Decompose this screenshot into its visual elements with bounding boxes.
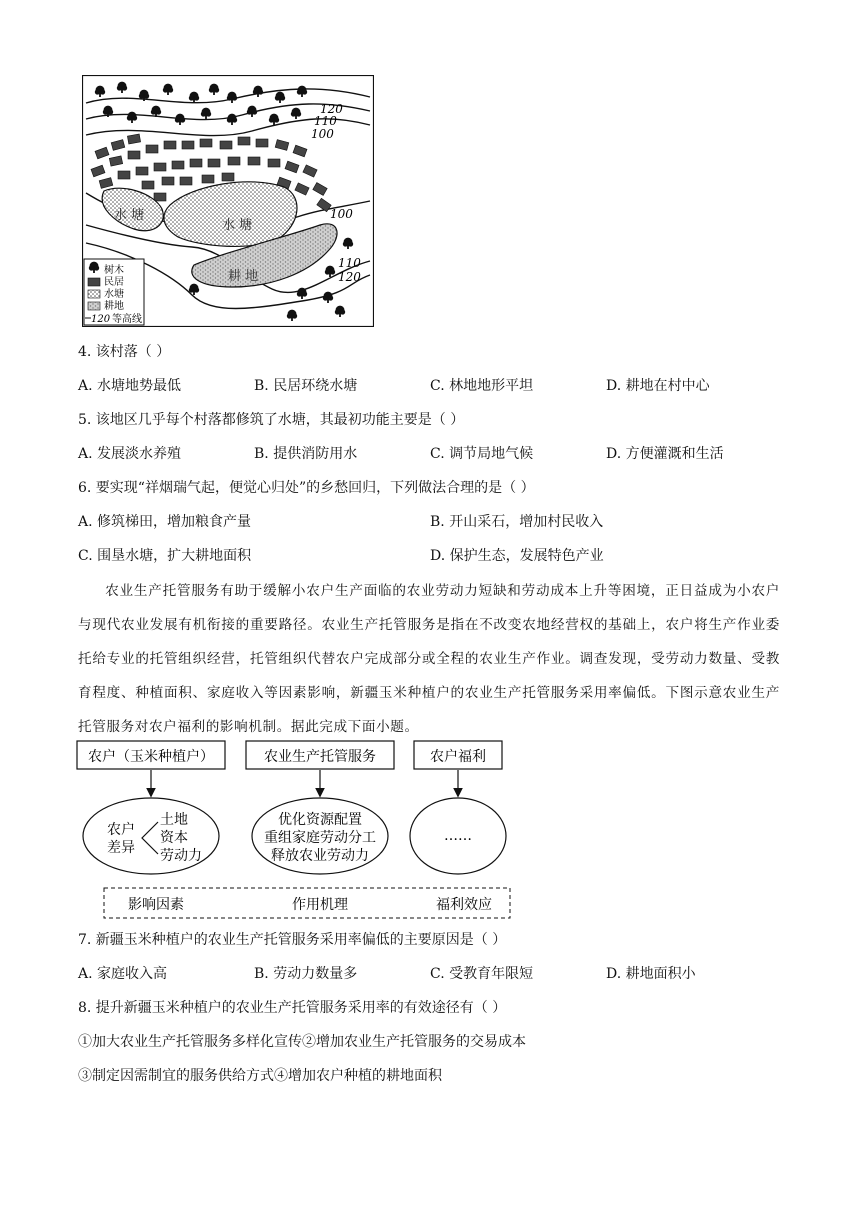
- q5-option-c[interactable]: C. 调节局地气候: [430, 446, 534, 462]
- bottom-factors: 影响因素: [128, 897, 184, 913]
- village-contour-map: [82, 75, 374, 327]
- legend-contour: 等高线: [112, 314, 142, 325]
- q4-option-a[interactable]: A. 水塘地势最低: [78, 378, 182, 394]
- box-trusteeship-service: 农业生产托管服务: [264, 749, 376, 765]
- reading-passage: [78, 574, 780, 744]
- q4-stem: 4. 该村落（ ）: [78, 344, 171, 360]
- q5-option-a[interactable]: A. 发展淡水养殖: [78, 446, 182, 462]
- contour-label-100-right: 100: [330, 207, 353, 221]
- q7-option-a[interactable]: A. 家庭收入高: [78, 966, 168, 982]
- box-farmer: 农户（玉米种植户）: [88, 749, 214, 765]
- oval1-left-line1: 农户: [107, 822, 135, 838]
- contour-label-110-top: 110: [314, 114, 337, 128]
- q5-option-b[interactable]: B. 提供消防用水: [254, 446, 358, 462]
- q8-items-line1: ①加大农业生产托管服务多样化宣传②增加农业生产托管服务的交易成本: [78, 1034, 526, 1050]
- legend-farmland: 耕地: [104, 301, 124, 312]
- q7-option-d[interactable]: D. 耕地面积小: [606, 966, 696, 982]
- q8-stem: 8. 提升新疆玉米种植户的农业生产托管服务采用率的有效途径有（ ）: [78, 1000, 507, 1016]
- farmland-label: 耕 地: [228, 269, 259, 284]
- q6-option-b[interactable]: B. 开山采石，增加村民收入: [430, 514, 604, 530]
- q6-option-c[interactable]: C. 围垦水塘，扩大耕地面积: [78, 548, 252, 564]
- oval1-left-line2: 差异: [107, 840, 135, 856]
- q7-stem: 7. 新疆玉米种植户的农业生产托管服务采用率偏低的主要原因是（ ）: [78, 932, 507, 948]
- contour-label-120-top: 120: [320, 102, 343, 116]
- q6-stem: 6. 要实现“祥烟瑞气起，便觉心归处”的乡愁回归，下列做法合理的是（ ）: [78, 480, 535, 496]
- q4-option-c[interactable]: C. 林地地形平坦: [430, 378, 534, 394]
- q7-option-b[interactable]: B. 劳动力数量多: [254, 966, 358, 982]
- oval2-line3: 释放农业劳动力: [271, 848, 369, 864]
- contour-label-100-top: 100: [311, 127, 334, 141]
- contour-label-110-right: 110: [338, 256, 361, 270]
- legend-contour-value: 120: [91, 314, 111, 325]
- oval1-right-line1: 土地: [160, 812, 188, 828]
- q4-option-d[interactable]: D. 耕地在村中心: [606, 378, 710, 394]
- bottom-effect: 福利效应: [436, 897, 492, 913]
- q7-option-c[interactable]: C. 受教育年限短: [430, 966, 534, 982]
- large-pond-label: 水 塘: [222, 218, 253, 233]
- small-pond-label: 水 塘: [114, 208, 145, 223]
- q4-option-b[interactable]: B. 民居环绕水塘: [254, 378, 358, 394]
- q6-option-d[interactable]: D. 保护生态，发展特色产业: [430, 548, 604, 564]
- oval1-right-line3: 劳动力: [160, 848, 202, 864]
- contour-label-120-right: 120: [338, 270, 361, 284]
- oval2-line2: 重组家庭劳动分工: [264, 830, 376, 846]
- q6-option-a[interactable]: A. 修筑梯田，增加粮食产量: [78, 514, 252, 530]
- q5-stem: 5. 该地区几乎每个村落都修筑了水塘，其最初功能主要是（ ）: [78, 412, 465, 428]
- legend-tree: 树木: [104, 265, 124, 276]
- legend-pond: 水塘: [104, 289, 124, 300]
- box-welfare: 农户福利: [430, 749, 486, 765]
- oval3-text: ……: [444, 828, 472, 844]
- q5-option-d[interactable]: D. 方便灌溉和生活: [606, 446, 724, 462]
- q8-items-line2: ③制定因需制宜的服务供给方式④增加农户种植的耕地面积: [78, 1068, 442, 1084]
- trusteeship-welfare-diagram: [76, 740, 516, 922]
- bottom-mechanism: 作用机理: [292, 897, 348, 913]
- legend-house: 民居: [104, 277, 124, 288]
- passage-text: 农业生产托管服务有助于缓解小农户生产面临的农业劳动力短缺和劳动成本上升等困境，正日益成为小农户与现代农业发展有机衔接的重要路径。农业生产托管服务是指在不改变农地经营权的基础上，农户将生产作业委托给专业的托管组织经营，托管组织代替农户完成部分或全程的农业生产作业。调查发现，受劳动力数量、受教育程度、种植面积、家庭收入等因素影响，新疆玉米种植户的农业生产托管服务采用率偏低。下图示意农业生产托管服务对农户福利的影响机制。据此完成下面小题。: [78, 583, 780, 735]
- oval2-line1: 优化资源配置: [278, 812, 362, 828]
- oval1-right-line2: 资本: [160, 830, 188, 846]
